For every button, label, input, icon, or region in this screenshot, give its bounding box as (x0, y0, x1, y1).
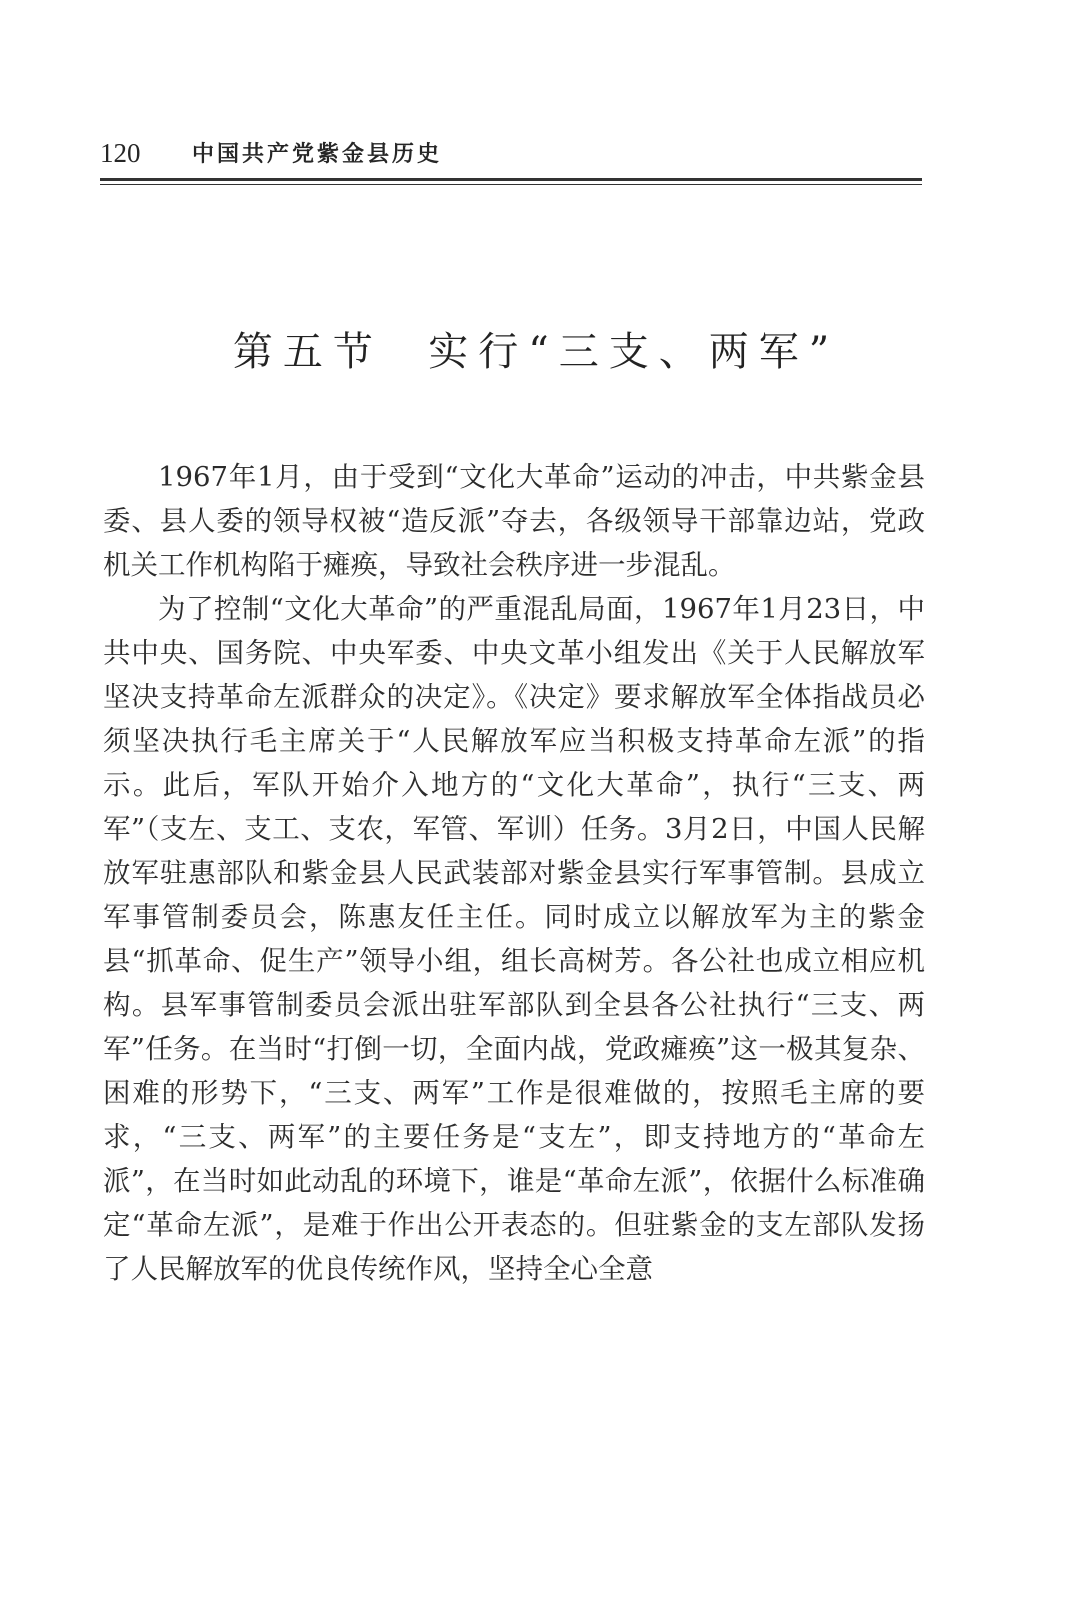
paragraph-2: 为了控制“文化大革命”的严重混乱局面，1967年1月23日，中共中央、国务院、中央军委、中央文革小组发出《关于人民解放军坚决支持革命左派群众的决定》。《决定》要求解放军全体指战员必须坚决执行毛主席关于“人民解放军应当积极支持革命左派”的指示。此后，军队开始介入地方的“文化大革命”，执行“三支、两军”（支左、支工、支农，军管、军训）任务。3月2日，中国人民解放军驻惠部队和紫金县人民武装部对紫金县实行军事管制。县成立军事管制委员会，陈惠友任主任。同时成立以解放军为主的紫金县“抓革命、促生产”领导小组，组长高树芳。各公社也成立相应机构。县军事管制委员会派出驻军部队到全县各公社执行“三支、两军”任务。在当时“打倒一切，全面内战，党政瘫痪”这一极其复杂、困难的形势下，“三支、两军”工作是很难做的，按照毛主席的要求，“三支、两军”的主要任务是“支左”，即支持地方的“革命左派”，在当时如此动乱的环境下，谁是“革命左派”，依据什么标准确定“革命左派”，是难于作出公开表态的。但驻紫金的支左部队发扬了人民解放军的优良传统作风，坚持全心全意 (103, 593, 925, 1285)
paragraph-1: 1967年1月，由于受到“文化大革命”运动的冲击，中共紫金县委、县人委的领导权被“造反派”夺去，各级领导干部靠边站，党政机关工作机构陷于瘫痪，导致社会秩序进一步混乱。 (103, 461, 925, 581)
running-title: 中国共产党紫金县历史 (192, 141, 443, 167)
page-header (100, 128, 922, 172)
section-title: 第五节 实行“三支、两军” (232, 329, 840, 375)
body-text (103, 455, 925, 1291)
header-rule (100, 178, 922, 185)
page-number: 120 (100, 138, 141, 168)
